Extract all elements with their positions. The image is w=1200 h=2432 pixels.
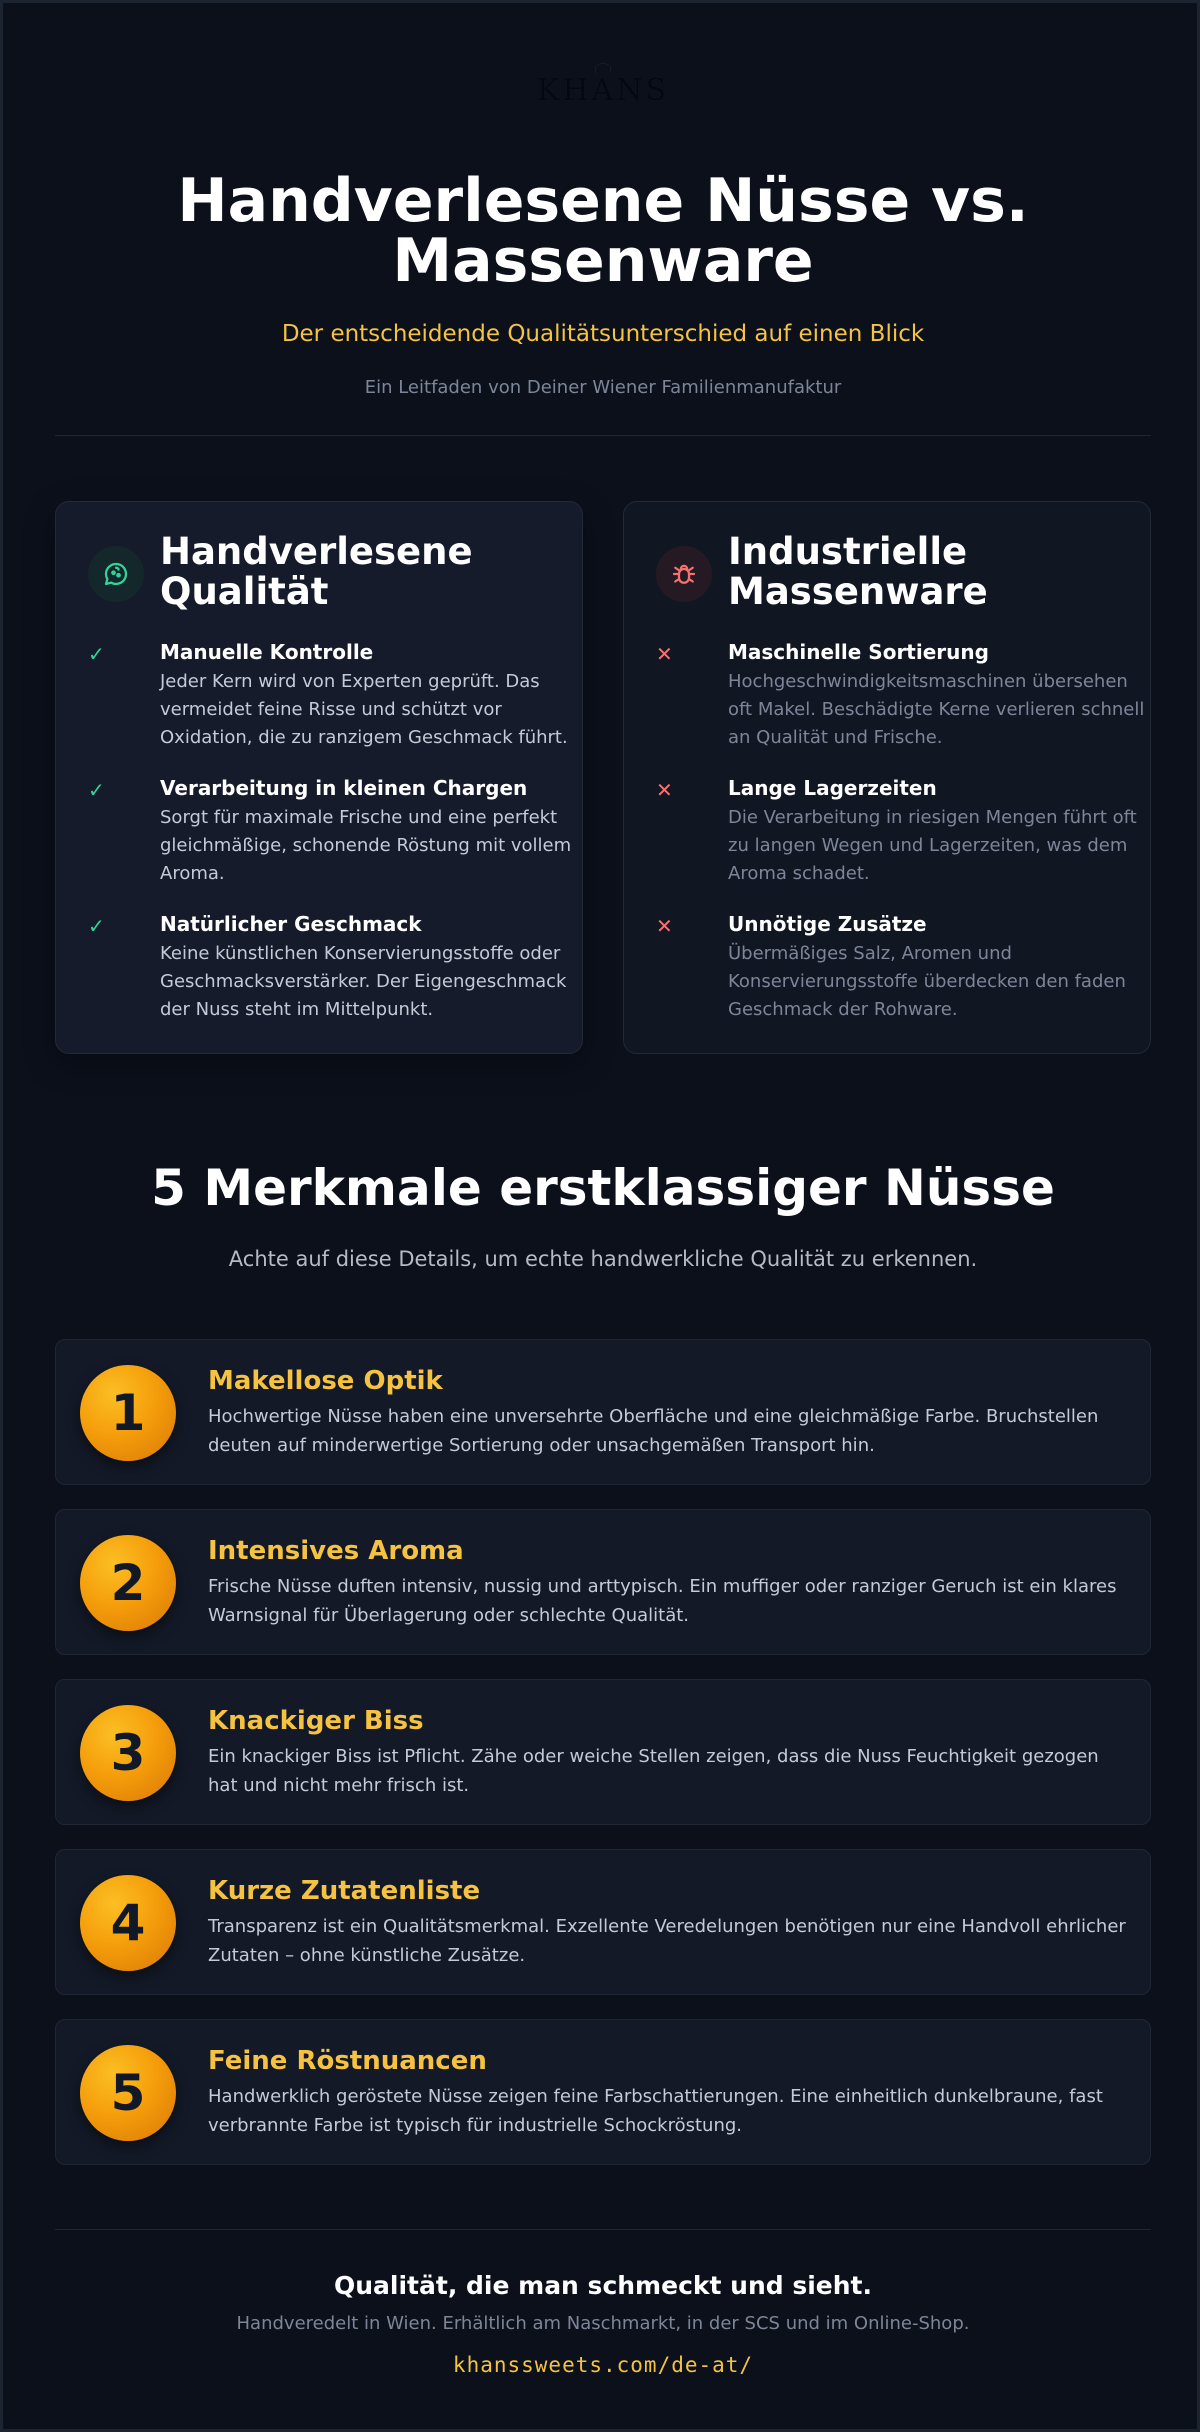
point-text: Keine künstlichen Konservierungsstoffe oder Geschmacksverstärker. Der Eigengeschmack der Nuss steht im Mittelpunkt.	[160, 943, 567, 1020]
feature-card	[55, 1339, 1151, 1485]
feature-text: Hochwertige Nüsse haben eine unversehrte Oberfläche und eine gleichmäßige Farbe. Bruchstellen deuten auf minderwertige Sortierung oder unsachgemäßen Transport hin.	[208, 1406, 1099, 1456]
card-handpicked	[55, 501, 583, 1054]
point-text: Übermäßiges Salz, Aromen und Konservierungsstoffe überdecken den faden Geschmack der Rohware.	[728, 943, 1126, 1020]
feature-text: Ein knackiger Biss ist Pflicht. Zähe oder weiche Stellen zeigen, dass die Nuss Feuchtigkeit gezogen hat und nicht mehr frisch ist.	[208, 1746, 1099, 1796]
number-badge: 1	[80, 1365, 176, 1461]
feature-text: Handwerklich geröstete Nüsse zeigen feine Farbschattierungen. Eine einheitlich dunkelbraune, fast verbrannte Farbe ist typisch für industrielle Schockröstung.	[208, 2086, 1103, 2136]
number-badge: 4	[80, 1875, 176, 1971]
cross-icon: ✕	[656, 778, 673, 802]
footer-subtitle: Handveredelt in Wien. Erhältlich am Naschmarkt, in der SCS und im Online-Shop.	[236, 2313, 970, 2334]
footer-url-link[interactable]: khanssweets.com/de-at/	[452, 2353, 754, 2377]
page-subtitle: Der entscheidende Qualitätsunterschied auf einen Blick	[281, 321, 925, 347]
bug-icon	[656, 546, 712, 602]
cross-icon: ✕	[656, 914, 673, 938]
point-text: Hochgeschwindigkeitsmaschinen übersehen oft Makel. Beschädigte Kerne verlieren schnell an Qualität und Frische.	[728, 671, 1145, 748]
footer-divider	[55, 2229, 1151, 2230]
footer-title: Qualität, die man schmeckt und sieht.	[333, 2271, 873, 2300]
feature-title: Kurze Zutatenliste	[208, 1876, 481, 1906]
feature-title: Feine Röstnuancen	[208, 2046, 487, 2076]
feature-card	[55, 2019, 1151, 2165]
number-badge: 5	[80, 2045, 176, 2141]
number-badge: 3	[80, 1705, 176, 1801]
section-title: 5 Merkmale erstklassiger Nüsse	[151, 1159, 1055, 1217]
point-text: Die Verarbeitung in riesigen Mengen führt oft zu langen Wegen und Lagerzeiten, was dem Aroma schadet.	[728, 807, 1137, 884]
point-title: Maschinelle Sortierung	[728, 640, 989, 664]
point-text: Jeder Kern wird von Experten geprüft. Das vermeidet feine Risse und schützt vor Oxidation, die zu ranzigem Geschmack führt.	[160, 671, 568, 748]
point-text: Sorgt für maximale Frische und eine perfekt gleichmäßige, schonende Röstung mit vollem Aroma.	[160, 807, 572, 884]
header-divider	[55, 435, 1151, 436]
feature-text: Transparenz ist ein Qualitätsmerkmal. Exzellente Veredelungen benötigen nur eine Handvoll ehrlicher Zutaten – ohne künstliche Zusätze.	[208, 1916, 1126, 1966]
feature-card	[55, 1849, 1151, 1995]
point-title: Manuelle Kontrolle	[160, 640, 374, 664]
check-icon: ✓	[88, 642, 105, 666]
logo-crown-icon	[595, 63, 611, 73]
check-icon: ✓	[88, 914, 105, 938]
point-title: Verarbeitung in kleinen Chargen	[160, 776, 528, 800]
page-byline: Ein Leitfaden von Deiner Wiener Familienmanufaktur	[364, 377, 842, 398]
cross-icon: ✕	[656, 642, 673, 666]
card-title: Industrielle Massenware	[728, 530, 988, 613]
feature-title: Intensives Aroma	[208, 1536, 464, 1566]
nut-chat-icon	[88, 546, 144, 602]
section-subtitle: Achte auf diese Details, um echte handwerkliche Qualität zu erkennen.	[228, 1247, 978, 1271]
feature-title: Knackiger Biss	[208, 1706, 424, 1736]
page-title: Handverlesene Nüsse vs. Massenware	[177, 166, 1029, 296]
brand-logo: KHANS	[536, 73, 670, 108]
point-title: Unnötige Zusätze	[728, 912, 927, 936]
card-mass-produced	[623, 501, 1151, 1054]
check-icon: ✓	[88, 778, 105, 802]
feature-text: Frische Nüsse duften intensiv, nussig und arttypisch. Ein muffiger oder ranziger Geruch ist ein klares Warnsignal für Überlagerung oder schlechte Qualität.	[208, 1576, 1117, 1626]
feature-card	[55, 1509, 1151, 1655]
point-title: Lange Lagerzeiten	[728, 776, 937, 800]
feature-card	[55, 1679, 1151, 1825]
number-badge: 2	[80, 1535, 176, 1631]
card-title: Handverlesene Qualität	[160, 530, 473, 613]
point-title: Natürlicher Geschmack	[160, 912, 422, 936]
feature-title: Makellose Optik	[208, 1366, 443, 1396]
